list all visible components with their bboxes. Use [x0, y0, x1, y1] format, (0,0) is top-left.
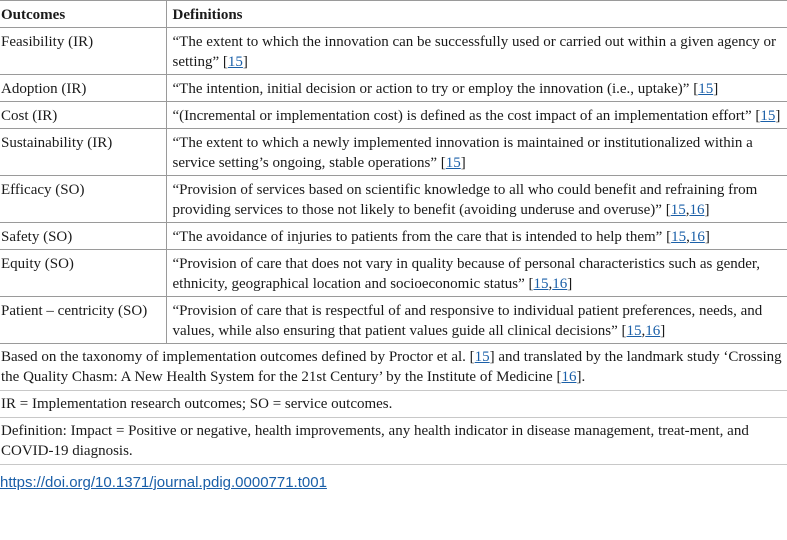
reference-link[interactable]: 16 [689, 229, 705, 245]
reference-link[interactable]: 16 [689, 202, 705, 218]
table-header-row [0, 1, 787, 28]
definition-text: “The extent to which a newly implemented innovation is maintained or institutionalized within a service setting’s ongoing, stable operations” [ [172, 135, 753, 171]
reference-link[interactable]: 15 [760, 108, 776, 124]
outcome-cell: Adoption (IR) [0, 75, 166, 102]
table-row [0, 250, 787, 297]
definition-text: “Provision of care that is respectful of and responsive to individual patient preferences, needs, and values, while also ensuring that patient values guide all clinical decisions” [ [172, 303, 763, 339]
definition-text: “Provision of care that does not vary in quality because of personal characteristics such as gender, ethnicity, geographical location and socioeconomic status” [ [172, 256, 761, 292]
definition-cell [166, 75, 787, 102]
table-row [0, 297, 787, 344]
header-outcomes: Outcomes [0, 1, 166, 28]
definition-cell [166, 250, 787, 297]
doi-link[interactable]: https://doi.org/10.1371/journal.pdig.0000771.t001 [0, 474, 327, 491]
reference-link[interactable]: 15 [445, 155, 461, 171]
ref-close: ] [660, 323, 666, 339]
ref-close: ] [460, 155, 466, 171]
header-definitions: Definitions [166, 1, 787, 28]
ref-separator: , [641, 323, 646, 339]
table-row [0, 75, 787, 102]
table-row [0, 129, 787, 176]
footnote-source-text-3: ]. [576, 369, 586, 385]
reference-link[interactable]: 16 [645, 323, 661, 339]
definition-cell [166, 102, 787, 129]
definition-cell [166, 129, 787, 176]
reference-link[interactable]: 15 [670, 202, 686, 218]
reference-link[interactable]: 15 [474, 349, 490, 365]
table-row [0, 102, 787, 129]
outcome-cell: Cost (IR) [0, 102, 166, 129]
definition-text: “The extent to which the innovation can be successfully used or carried out within a given agency or setting” [ [172, 34, 777, 70]
reference-link[interactable]: 15 [671, 229, 687, 245]
ref-close: ] [704, 229, 710, 245]
table-row [0, 176, 787, 223]
reference-link[interactable]: 15 [533, 276, 549, 292]
footnote-source [0, 344, 787, 391]
table-row [0, 28, 787, 75]
reference-link[interactable]: 16 [561, 369, 577, 385]
reference-link[interactable]: 15 [227, 54, 243, 70]
footnote-source-text-2: ] and translated by the landmark study ‘Crossing the Quality Chasm: A New Health System for the 21st Century’ by the Institute of Medicine [ [1, 349, 782, 385]
definition-text: “(Incremental or implementation cost) is defined as the cost impact of an implementation effort” [ [172, 108, 761, 124]
definition-text: “Provision of services based on scientific knowledge to all who could benefit and refraining from providing services to those not likely to benefit (avoiding underuse and overuse)” [ [172, 182, 758, 218]
definition-cell [166, 176, 787, 223]
definition-text: “The intention, initial decision or action to try or employ the innovation (i.e., uptake)” [ [172, 81, 699, 97]
ref-separator: , [686, 229, 690, 245]
definition-cell [166, 297, 787, 344]
ref-close: ] [775, 108, 781, 124]
outcome-cell: Sustainability (IR) [0, 129, 166, 176]
outcome-cell: Safety (SO) [0, 223, 166, 250]
reference-link[interactable]: 15 [698, 81, 714, 97]
reference-link[interactable]: 15 [626, 323, 642, 339]
reference-link[interactable]: 16 [552, 276, 568, 292]
definition-text: “The avoidance of injuries to patients from the care that is intended to help them” [ [172, 229, 672, 245]
footnote-definition: Definition: Impact = Positive or negative, health improvements, any health indicator in disease management, treat-ment, and COVID-19 diagnosis. [0, 418, 787, 465]
outcome-cell: Patient – centricity (SO) [0, 297, 166, 344]
footnote-source-text: Based on the taxonomy of implementation outcomes defined by Proctor et al. [ [1, 349, 475, 365]
outcome-cell: Efficacy (SO) [0, 176, 166, 223]
ref-separator: , [685, 202, 690, 218]
footnote-abbreviations: IR = Implementation research outcomes; SO = service outcomes. [0, 391, 787, 418]
ref-separator: , [548, 276, 553, 292]
table-row [0, 223, 787, 250]
definition-cell [166, 223, 787, 250]
ref-close: ] [242, 54, 248, 70]
ref-close: ] [704, 202, 710, 218]
ref-close: ] [567, 276, 573, 292]
table-footnotes [0, 344, 787, 465]
definition-cell [166, 28, 787, 75]
ref-close: ] [713, 81, 719, 97]
outcome-cell: Feasibility (IR) [0, 28, 166, 75]
outcome-cell: Equity (SO) [0, 250, 166, 297]
